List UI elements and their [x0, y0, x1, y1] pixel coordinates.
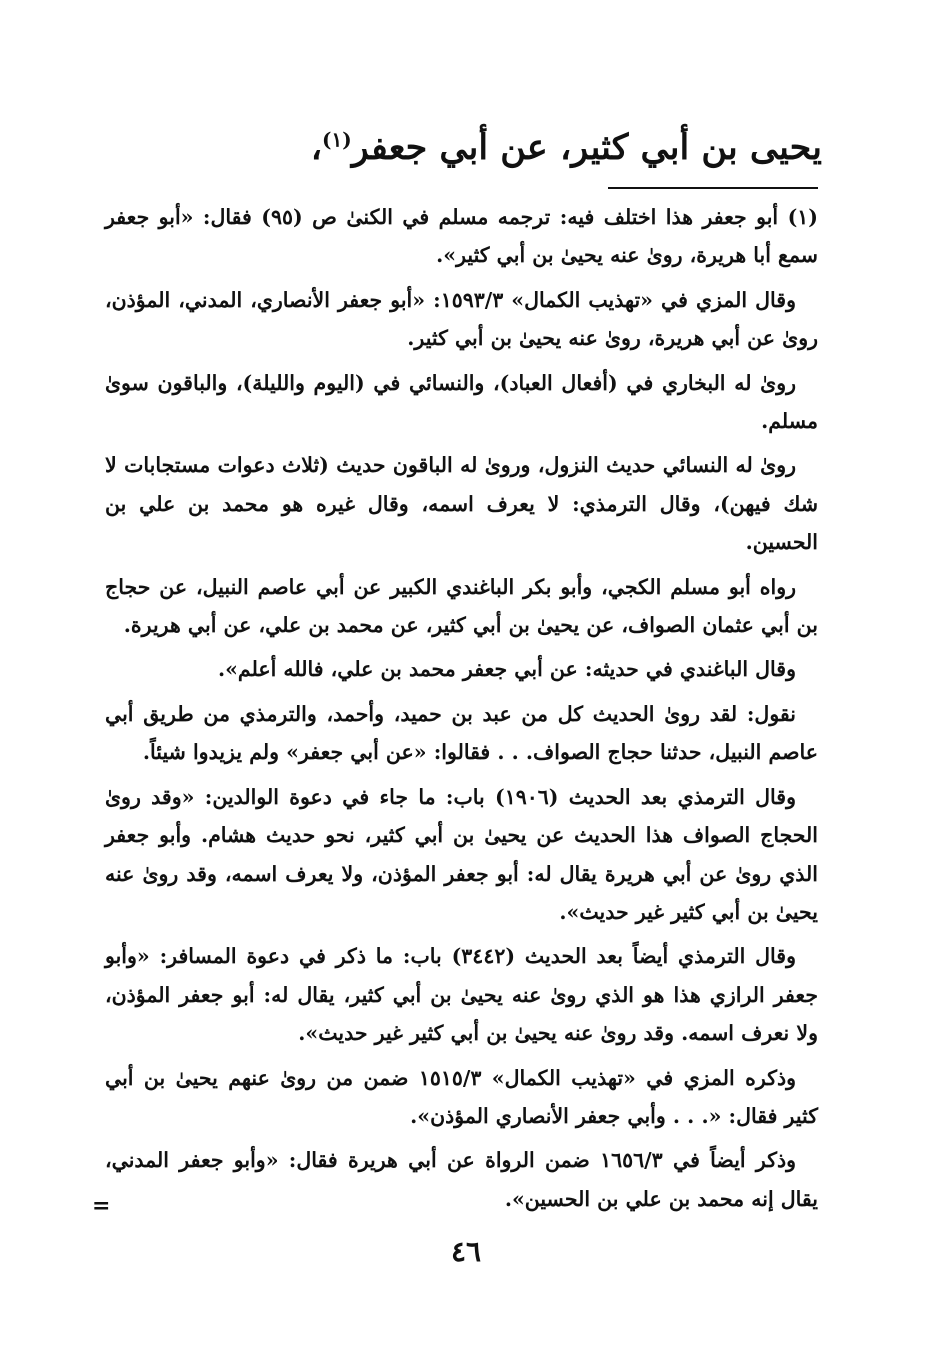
heading-end: ،: [310, 127, 323, 168]
footnote-paragraph-5: رواه أبو مسلم الكجي، وأبو بكر الباغندي الكبير عن أبي عاصم النبيل، عن حجاج بن أبي عثمان الصواف، عن يحيىٰ بن أبي كثير، عن محمد بن علي، عن أبي هريرة.: [105, 574, 818, 638]
heading-text: يحيى بن أبي كثير، عن أبي جعفر: [351, 127, 822, 168]
footnote-paragraph-3: روىٰ له البخاري في (أفعال العباد)، والنسائي في (اليوم والليلة)، والباقون سوىٰ مسلم.: [105, 370, 818, 434]
footnote-paragraph-6: وقال الباغندي في حديثه: عن أبي جعفر محمد بن علي، فالله أعلم».: [217, 657, 796, 682]
footnote-paragraph-2: وقال المزي في «تهذيب الكمال» ١٥٩٣/٣: «أبو جعفر الأنصاري، المدني، المؤذن، روىٰ عن أبي هريرة، روىٰ عنه يحيىٰ بن أبي كثير.: [105, 287, 818, 351]
footnote-separator: [608, 187, 818, 189]
page-number: ٤٦: [450, 1235, 482, 1268]
footnote-paragraph-4: روىٰ له النسائي حديث النزول، وروىٰ له الباقون حديث (ثلاث دعوات مستجابات لا شك فيهن)، وقال الترمذي: لا يعرف اسمه، وقال غيره هو محمد بن علي بن الحسين.: [105, 453, 818, 555]
continuation-mark: =: [92, 1193, 111, 1219]
footnote-marker: (١): [322, 127, 352, 152]
footnote-paragraph-9: وقال الترمذي أيضاً بعد الحديث (٣٤٤٢) باب: ما ذكر في دعوة المسافر: «وأبو جعفر الرازي هذا هو الذي روىٰ عنه يحيىٰ بن أبي كثير، يقال له: أبو جعفر المؤذن، ولا نعرف اسمه. وقد روىٰ عنه يحيىٰ بن أبي كثير غير حديث».: [105, 944, 818, 1046]
footnote-paragraph-7: نقول: لقد روىٰ الحديث كل من عبد بن حميد، وأحمد، والترمذي من طريق أبي عاصم النبيل، حدثنا حجاج الصواف. . . فقالوا: «عن أبي جعفر» ولم يزيدوا شيئاً.: [105, 701, 818, 765]
footnote-paragraph-1: (١) أبو جعفر هذا اختلف فيه: ترجمه مسلم في الكنىٰ ص (٩٥) فقال: «أبو جعفر سمع أبا هريرة، روىٰ عنه يحيىٰ بن أبي كثير».: [105, 205, 818, 268]
footnote-block: [105, 198, 818, 1243]
footnote-paragraph-8: وقال الترمذي بعد الحديث (١٩٠٦) باب: ما جاء في دعوة الوالدين: «وقد روىٰ الحجاج الصواف هذا الحديث عن يحيىٰ بن أبي كثير، نحو حديث هشام. وأبو جعفر الذي روىٰ عن أبي هريرة يقال له: أبو جعفر المؤذن، ولا يعرف اسمه، وقد روىٰ عنه يحيىٰ بن أبي كثير غير حديث».: [105, 784, 818, 924]
hadith-heading: [102, 118, 822, 178]
footnote-paragraph-10: وذكره المزي في «تهذيب الكمال» ١٥١٥/٣ ضمن من روىٰ عنهم يحيىٰ بن أبي كثير فقال: «. . . وأبي جعفر الأنصاري المؤذن».: [105, 1065, 818, 1128]
footnote-paragraph-11: وذكر أيضاً في ١٦٥٦/٣ ضمن الرواة عن أبي هريرة فقال: «وأبو جعفر المدني، يقال إنه محمد بن علي بن الحسين».: [105, 1148, 818, 1211]
